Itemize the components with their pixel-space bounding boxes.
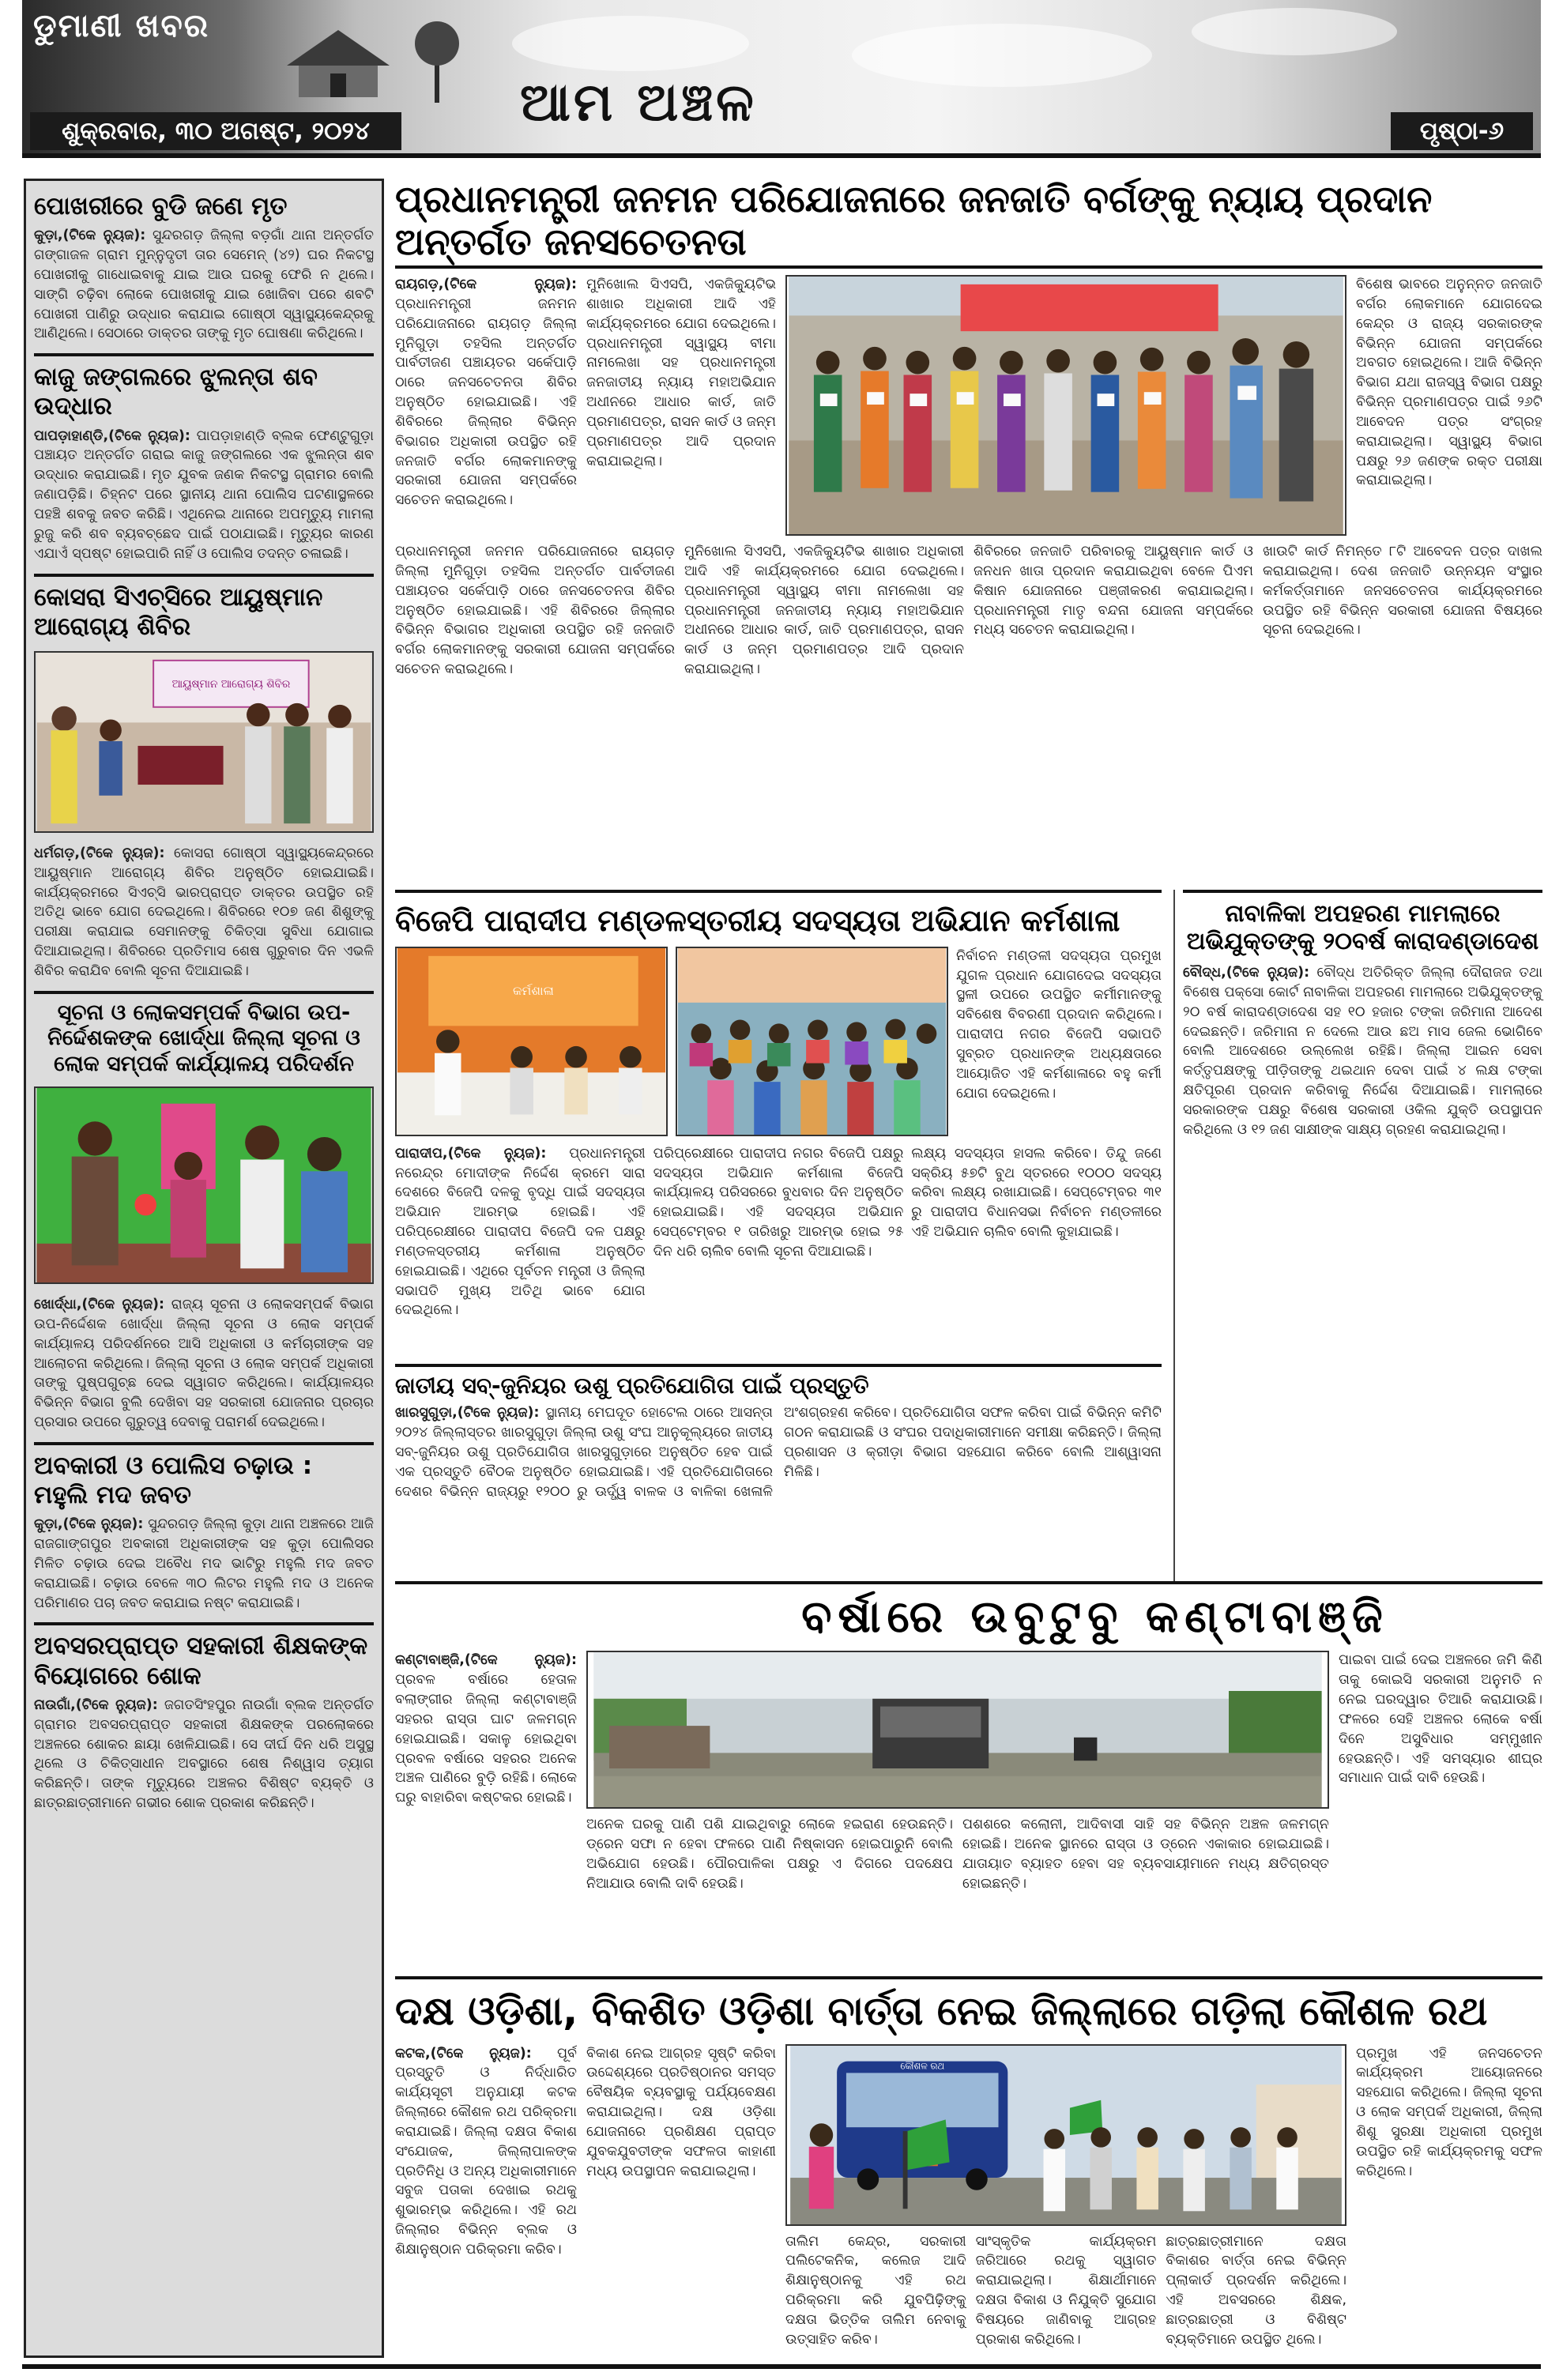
story-body xyxy=(34,844,374,981)
story-text: ମୁନିଖୋଲ ସିଏସପି, ଏକଜିକ୍ୟୁଟିଭ ଶାଖାର ଅଧିକାରୀ ଆଦି ଏହି କାର୍ଯ୍ୟକ୍ରମରେ ଯୋଗ ଦେଇଥିଲେ। ପ୍ରଧାନମନ୍ତ୍ରୀ ସ୍ୱାସ୍ଥ୍ୟ ବୀମା ନାମଲେଖା ସହ ପ୍ରଧାନମନ୍ତ୍ରୀ ଜନଜାତୀୟ ନ୍ୟାୟ ମହାଅଭିଯାନ ଅଧୀନରେ ଆଧାର କାର୍ଡ, ଜାତି ପ୍ରମାଣପତ୍ର, ରାସନ କାର୍ଡ ଓ ଜନ୍ମ ପ୍ରମାଣପତ୍ର ଆଦି ପ୍ରଦାନ କରାଯାଇଥିଲା। xyxy=(586,277,776,469)
main-content xyxy=(395,179,1542,2358)
story-text: ସୁନ୍ଦରଗଡ଼ ଜିଲ୍ଲା କୁଡ଼ା ଥାନା ଅଞ୍ଚଳରେ ଆଜି ରାଜଗାଙ୍ଗପୁର ଅବକାରୀ ଅଧିକାରୀଙ୍କ ସହ କୁଡ଼ା ପୋଲିସର ମିଳିତ ଚଢ଼ାଉ ଦେଇ ଅବୈଧ ମଦ ଭାଟିରୁ ମହୁଲି ମଦ ଜବତ କରାଯାଇଛି। ଚଢ଼ାଉ ବେଳେ ୩୦ ଲିଟର ମହୁଲି ମଦ ଓ ଅନେକ ପରିମାଣର ପଚା ଜବତ କରାଯାଇ ନଷ୍ଟ କରାଯାଇଛି। xyxy=(34,1516,374,1611)
village-hut-illustration xyxy=(283,22,394,101)
story-text: ଶିବିରରେ ଜନଜାତି ପରିବାରକୁ ଆୟୁଷ୍ମାନ କାର୍ଡ ଓ ଜନଧନ ଖାତା ପ୍ରଦାନ କରାଯାଇଥିବା ବେଳେ ପିଏମ କିଷାନ ଯୋଜନାରେ ପଞ୍ଜୀକରଣ କରାଯାଇଥିଲା। ପ୍ରଧାନମନ୍ତ୍ରୀ ମାତୃ ବନ୍ଦନା ଯୋଜନା ସମ୍ପର୍କରେ ମଧ୍ୟ ସଚେତନ କରାଯାଇଥିଲା। xyxy=(974,544,1253,638)
story-text: ବିଶେଷ ଭାବରେ ଅନୁନ୍ନତ ଜନଜାତି ବର୍ଗର ଲୋକମାନେ ଯୋଗଦେଇ କେନ୍ଦ୍ର ଓ ରାଜ୍ୟ ସରକାରଙ୍କ ବିଭିନ୍ନ ଯୋଜନା ସମ୍ପର୍କରେ ଅବଗତ ହୋଇଥିଲେ। ଆଜି ବିଭିନ୍ନ ବିଭାଗ ଯଥା ରାଜସ୍ୱ ବିଭାଗ ପକ୍ଷରୁ ବିଭିନ୍ନ ପ୍ରମାଣପତ୍ର ପାଇଁ ୨୬ଟି ଆବେଦନ ପତ୍ର ସଂଗ୍ରହ କରାଯାଇଥିଲା। ସ୍ୱାସ୍ଥ୍ୟ ବିଭାଗ ପକ୍ଷରୁ ୨୬ ଜଣଙ୍କ ରକ୍ତ ପରୀକ୍ଷା କରାଯାଇଥିଲା। xyxy=(1356,277,1542,489)
news-story xyxy=(395,1581,1542,1976)
story-text: ପ୍ରଧାନମନ୍ତ୍ରୀ ଜନମନ ପରିଯୋଜନାରେ ରାୟଗଡ଼ ଜିଲ୍ଲା ମୁନିଗୁଡ଼ା ତହସିଲ ଅନ୍ତର୍ଗତ ପାର୍ବତୀଜଣ ପଞ୍ଚାୟତର ସର୍କେପାଡ଼ି ଠାରେ ଜନସଚେତନତା ଶିବିର ଅନୁଷ୍ଠିତ ହୋଇଯାଇଛି। ଏହି ଶିବିରରେ ଜିଲ୍ଲାର ବିଭିନ୍ନ ବିଭାଗର ଅଧିକାରୀ ଉପସ୍ଥିତ ରହି ଜନଜାତି ବର୍ଗର ଲୋକମାନଙ୍କୁ ସରକାରୀ ଯୋଜନା ସମ୍ପର୍କରେ ସଚେତନ କରାଇଥିଲେ। xyxy=(395,296,577,509)
story-body xyxy=(395,1403,1162,1501)
story-body xyxy=(34,1515,374,1613)
divider xyxy=(34,991,374,994)
story-text: ସ୍ଥାନୀୟ ମେଘଦୂତ ହୋଟେଲ ଠାରେ ଆସନ୍ତା ୨୦୨୪ ଜିଲ୍ଲାସ୍ତର ଖାରସୁଗୁଡ଼ା ଜିଲ୍ଲା ଉଶୁ ସଂଘ ଆନୁକୂଲ୍ୟରେ ଜାତୀୟ ସବ୍-ଜୁନିୟର ଉଶୁ ପ୍ରତିଯୋଗିତା ଖାରସୁଗୁଡ଼ାରେ ଅନୁଷ୍ଠିତ ହେବ ପାଇଁ ଏକ ପ୍ରସ୍ତୁତି ବୈଠକ ଅନୁଷ୍ଠିତ ହୋଇଯାଇଛି। ଏହି ପ୍ରତିଯୋଗିତାରେ ଦେଶର ବିଭିନ୍ନ ରାଜ୍ୟରୁ ୧୨୦୦ ରୁ ଊର୍ଦ୍ଧ୍ୱ ବାଳକ ଓ ବାଳିକା ଖେଳାଳି ଅଂଶଗ୍ରହଣ କରିବେ। ପ୍ରତିଯୋଗିତା ସଫଳ କରିବା ପାଇଁ ବିଭିନ୍ନ କମିଟି ଗଠନ କରାଯାଇଛି ଓ ସଂଘର ପଦାଧିକାରୀମାନେ ସମୀକ୍ଷା କରିଛନ୍ତି। ଜିଲ୍ଲା ପ୍ରଶାସନ ଓ କ୍ରୀଡ଼ା ବିଭାଗ ସହଯୋଗ କରିବେ ବୋଲି ଆଶ୍ୱାସନା ମିଳିଛି। xyxy=(395,1405,1162,1500)
story-headline: ଅବକାରୀ ଓ ପୋଲିସ ଚଢ଼ାଉ : ମହୁଲି ମଦ ଜବତ xyxy=(34,1451,313,1510)
story-text: ଖାଉଟି କାର୍ଡ ନିମନ୍ତେ ୮ଟି ଆବେଦନ ପତ୍ର ଦାଖଲ କରାଯାଇଥିଲା। ଦେଶ ଜନଜାତି ଉନ୍ନୟନ ସଂସ୍ଥାର କର୍ମକର୍ତ୍ତାମାନେ ଜନସଚେତନତା କାର୍ଯ୍ୟକ୍ରମରେ ଉପସ୍ଥିତ ରହି ବିଭିନ୍ନ ସରକାରୀ ଯୋଜନା ବିଷୟରେ ସୂଚନା ଦେଇଥିଲେ। xyxy=(1263,544,1542,638)
story-text: ପଶଶରେ କଲୋନୀ, ଆଦିବାସୀ ସାହି ସହ ବିଭିନ୍ନ ଅଞ୍ଚଳ ଜଳମଗ୍ନ ହୋଇଛି। ଅନେକ ସ୍ଥାନରେ ରାସ୍ତା ଓ ଡ୍ରେନ ଏକାକାର ହୋଇଯାଇଛି। ଯାତାୟାତ ବ୍ୟାହତ ହେବା ସହ ବ୍ୟବସାୟୀମାନେ ମଧ୍ୟ କ୍ଷତିଗ୍ରସ୍ତ ହୋଇଛନ୍ତି। xyxy=(962,1817,1329,1892)
news-story xyxy=(34,363,374,563)
page-number: ପୃଷ୍ଠା-୬ xyxy=(1391,112,1533,150)
story-headline: ସୂଚନା ଓ ଲୋକସମ୍ପର୍କ ବିଭାଗ ଉପ-ନିର୍ଦ୍ଦେଶକଙ୍କ ଖୋର୍ଦ୍ଧା ଜିଲ୍ଲା ସୂଚନା ଓ ଲୋକ ସମ୍ପର୍କ କାର୍ଯ୍ୟାଳୟ ପରିଦର୍ଶନ xyxy=(47,1000,360,1076)
flooded-street-photo xyxy=(586,1651,1329,1809)
office-visit-photo xyxy=(34,1086,374,1284)
story-headline: ପୋଖରୀରେ ବୁଡି ଜଣେ ମୃତ xyxy=(34,192,288,220)
story-text: ପୂର୍ବ ପ୍ରସ୍ତୁତି ଓ ନିର୍ଦ୍ଧାରିତ କାର୍ଯ୍ୟସୂଚୀ ଅନୁଯାୟୀ କଟକ ଜିଲ୍ଲାରେ କୌଶଳ ରଥ ପରିକ୍ରମା କରାଯାଇଛି। ଜିଲ୍ଲା ଦକ୍ଷତା ବିକାଶ ସଂଯୋଜକ, ଜିଲ୍ଲାପାଳଙ୍କ ପ୍ରତିନିଧି ଓ ଅନ୍ୟ ଅଧିକାରୀମାନେ ସବୁଜ ପତାକା ଦେଖାଇ ରଥକୁ ଶୁଭାରମ୍ଭ କରିଥିଲେ। ଏହି ରଥ ଜିଲ୍ଲାର ବିଭିନ୍ନ ବ୍ଲକ ଓ ଶିକ୍ଷାନୁଷ୍ଠାନ ପରିକ୍ରମା କରିବ। xyxy=(395,2045,577,2258)
story-dateline: ଖୋର୍ଦ୍ଧା,(ଟିକେ ନ୍ୟୁଜ): xyxy=(34,1296,165,1312)
news-story xyxy=(395,1364,1162,1581)
story-text: ମୁନିଖୋଲ ସିଏସପି, ଏକଜିକ୍ୟୁଟିଭ ଶାଖାର ଅଧିକାରୀ ଆଦି ଏହି କାର୍ଯ୍ୟକ୍ରମରେ ଯୋଗ ଦେଇଥିଲେ। ପ୍ରଧାନମନ୍ତ୍ରୀ ସ୍ୱାସ୍ଥ୍ୟ ବୀମା ନାମଲେଖା ସହ ପ୍ରଧାନମନ୍ତ୍ରୀ ଜନଜାତୀୟ ନ୍ୟାୟ ମହାଅଭିଯାନ ଅଧୀନରେ ଆଧାର କାର୍ଡ, ଜାତି ପ୍ରମାଣପତ୍ର, ରାସନ କାର୍ଡ ଓ ଜନ୍ମ ପ୍ରମାଣପତ୍ର ଆଦି ପ୍ରଦାନ କରାଯାଇଥିଲା। xyxy=(684,544,964,678)
divider xyxy=(395,265,1542,269)
story-text: ପାଇବା ପାଇଁ ଦେଇ ଅଞ୍ଚଳରେ ଜମି କିଣି ତାକୁ କୋଇସି ସରକାରୀ ଅନୁମତି ନ ନେଇ ଘରଦ୍ୱାର ତିଆରି କରାଯାଉଛି। ଫଳରେ ସେହି ଅଞ୍ଚଳର ଲୋକେ ବର୍ଷା ଦିନେ ଅସୁବିଧାର ସମ୍ମୁଖୀନ ହେଉଛନ୍ତି। ଏହି ସମସ୍ୟାର ଶୀଘ୍ର ସମାଧାନ ପାଇଁ ଦାବି ହେଉଛି। xyxy=(1339,1652,1542,1787)
story-body xyxy=(395,1651,577,1808)
news-story xyxy=(34,1632,374,1813)
story-dateline: କୁଡ଼ା,(ଟିକେ ନ୍ୟୁଜ): xyxy=(34,228,146,244)
story-dateline: ଧର୍ମଗଡ଼,(ଟିକେ ନ୍ୟୁଜ): xyxy=(34,845,165,861)
story-body xyxy=(34,427,374,564)
workshop-photo-stage xyxy=(395,947,668,1136)
story-dateline: ପାପଡ଼ାହାଣ୍ଡି,(ଟିକେ ନ୍ୟୁଜ): xyxy=(34,427,190,444)
story-dateline: କୁଡ଼ା,(ଟିକେ ନ୍ୟୁଜ): xyxy=(34,1516,144,1533)
clinic-banner-text: ଆୟୁଷ୍ମାନ ଆରୋଗ୍ୟ ଶିବିର xyxy=(171,678,291,691)
news-story xyxy=(395,1976,1542,2356)
story-headline: ଜାତୀୟ ସବ୍-ଜୁନିୟର ଉଶୁ ପ୍ରତିଯୋଗିତା ପାଇଁ ପ୍ରସ୍ତୁତି xyxy=(395,1373,869,1399)
story-body xyxy=(34,1696,374,1813)
story-text: ଛାତ୍ରଛାତ୍ରୀମାନେ ଦକ୍ଷତା ବିକାଶର ବାର୍ତ୍ତା ନେଇ ବିଭିନ୍ନ ପ୍ଲାକାର୍ଡ ପ୍ରଦର୍ଶନ କରିଥିଲେ। ଏହି ଅବସରରେ ଶିକ୍ଷକ, ଛାତ୍ରଛାତ୍ରୀ ଓ ବିଶିଷ୍ଟ ବ୍ୟକ୍ତିମାନେ ଉପସ୍ଥିତ ଥିଲେ। xyxy=(1166,2233,1347,2348)
story-dateline: ବୌଦ୍ଧ,(ଟିକେ ନ୍ୟୁଜ): xyxy=(1183,965,1310,981)
story-text: ଲକ୍ଷ୍ୟ ସଦସ୍ୟତା ହାସଲ କରିବେ। ତିନ୍ଦୁ ଜଣେ ସକ୍ରିୟ ୫୭ଟି ବୁଥ ସ୍ତରରେ ୧୦୦୦ ସଦସ୍ୟ କରିବା ଲକ୍ଷ୍ୟ ରଖାଯାଇଛି। ସେପ୍ଟେମ୍ବର ୩୧ ରୁ ପାରାଦୀପ ବିଧାନସଭା ନିର୍ବାଚନ ମଣ୍ଡଳୀରେ ଏହି ଅଭିଯାନ ଚାଲିବ ବୋଲି କୁହାଯାଇଛି। xyxy=(911,1145,1162,1241)
story-text: ପରିପ୍ରେକ୍ଷୀରେ ପାରାଦୀପ ନଗର ବିଜେପି ପକ୍ଷରୁ ସଦସ୍ୟତା ଅଭିଯାନ କର୍ମଶାଳା ବିଜେପି କାର୍ଯ୍ୟାଳୟ ପରିସରରେ ବୁଧବାର ଦିନ ଅନୁଷ୍ଠିତ ହୋଇଯାଇଛି। ଏହି ସଦସ୍ୟତା ଅଭିଯାନ ସେପ୍ଟେମ୍ବର ୧ ତାରିଖରୁ ଆରମ୍ଭ ହୋଇ ୨୫ ଦିନ ଧରି ଚାଲିବ ବୋଲି ସୂଚନା ଦିଆଯାଇଛି। xyxy=(653,1145,904,1260)
story-body xyxy=(395,275,577,510)
story-dateline: ପାରାଦୀପ,(ଟିକେ ନ୍ୟୁଜ): xyxy=(395,1145,547,1162)
story-headline: ବର୍ଷାରେ ଉବୁଟୁବୁ କଣ୍ଟାବାଞ୍ଜି xyxy=(801,1591,1389,1643)
bus-banner-text: କୌଶଳ ରଥ xyxy=(900,2059,945,2071)
news-story xyxy=(395,890,1162,1364)
story-text: ସାଂସ୍କୃତିକ କାର୍ଯ୍ୟକ୍ରମ ଜରିଆରେ ରଥକୁ ସ୍ୱାଗତ କରାଯାଇଥିଲା। ଶିକ୍ଷାର୍ଥୀମାନେ ଦକ୍ଷତା ବିକାଶ ଓ ନିଯୁକ୍ତି ସୁଯୋଗ ବିଷୟରେ ଜାଣିବାକୁ ଆଗ୍ରହ ପ୍ରକାଶ କରିଥିଲେ। xyxy=(975,2233,1157,2348)
kaushal-rath-photo xyxy=(785,2044,1346,2226)
news-story xyxy=(34,583,374,981)
story-body xyxy=(1183,963,1542,1140)
story-headline: ବିଜେପି ପାରାଦୀପ ମଣ୍ଡଳସ୍ତରୀୟ ସଦସ୍ୟତା ଅଭିଯାନ କର୍ମଶାଳା xyxy=(395,903,1120,938)
story-text: ନିର୍ବାଚନ ମଣ୍ଡଳୀ ସଦସ୍ୟତା ପ୍ରମୁଖ ଯୁଗଳ ପ୍ରଧାନ ଯୋଗଦେଇ ସଦସ୍ୟତା ସ୍ଥଳୀ ଉପରେ ଉପସ୍ଥିତ କର୍ମୀମାନଙ୍କୁ ସବିଶେଷ ବିବରଣୀ ପ୍ରଦାନ କରିଥିଲେ। ପାରାଦୀପ ନଗର ବିଜେପି ସଭାପତି ସୁବ୍ରତ ପ୍ରଧାନଙ୍କ ଅଧ୍ୟକ୍ଷତାରେ ଆୟୋଜିତ ଏହି କର୍ମଶାଳାରେ ବହୁ କର୍ମୀ ଯୋଗ ଦେଇଥିଲେ। xyxy=(956,947,1162,1102)
story-text: ପାପଡ଼ାହାଣ୍ଡି ବ୍ଲକ ଫେଣ୍ଟୁଗୁଡ଼ା ପଞ୍ଚାୟତ ଅନ୍ତର୍ଗତ ଗରାଇ କାଜୁ ଜଙ୍ଗଲରେ ଏକ ଝୁଲନ୍ତା ଶବ ଉଦ୍ଧାର କରାଯାଇଛି। ମୃତ ଯୁବକ ଜଣକ ନିକଟସ୍ଥ ଗ୍ରାମର ବୋଲି ଜଣାପଡ଼ିଛି। ଚିହ୍ନଟ ପରେ ସ୍ଥାନୀୟ ଥାନା ପୋଲିସ ଘଟଣାସ୍ଥଳରେ ପହଞ୍ଚି ଶବକୁ ଜବତ କରିଛି। ଏଥିନେଇ ଥାନାରେ ଅପମୃତ୍ୟୁ ମାମଲା ରୁଜୁ କରି ଶବ ବ୍ୟବଚ୍ଛେଦ ପାଇଁ ପଠାଯାଇଛି। ମୃତ୍ୟୁର କାରଣ ଏଯାଏଁ ସ୍ପଷ୍ଟ ହୋଇପାରି ନାହିଁ ଓ ପୋଲିସ ତଦନ୍ତ ଚଳାଇଛି। xyxy=(34,427,374,562)
story-body xyxy=(34,1295,374,1433)
story-dateline: ନାଉଗାଁ,(ଟିକେ ନ୍ୟୁଜ): xyxy=(34,1697,158,1713)
divider xyxy=(34,1622,374,1625)
story-headline: କୋସରା ସିଏଚ୍‌ସିରେ ଆୟୁଷ୍ମାନ ଆରୋଗ୍ୟ ଶିବିର xyxy=(34,582,323,641)
story-text: ପ୍ରଧାନମନ୍ତ୍ରୀ ନରେନ୍ଦ୍ର ମୋଦୀଙ୍କ ନିର୍ଦ୍ଦେଶ କ୍ରମେ ସାରା ଦେଶରେ ବିଜେପି ଦଳକୁ ବୃଦ୍ଧି ପାଇଁ ସଦସ୍ୟତା ଅଭିଯାନ ଆରମ୍ଭ ହୋଇଛି। ଏହି ପରିପ୍ରେକ୍ଷୀରେ ପାରାଦୀପ ବିଜେପି ଦଳ ପକ୍ଷରୁ ମଣ୍ଡଳସ୍ତରୀୟ କର୍ମଶାଳା ଅନୁଷ୍ଠିତ ହୋଇଯାଇଛି। ଏଥିରେ ପୂର୍ବତନ ମନ୍ତ୍ରୀ ଓ ଜିଲ୍ଲା ସଭାପତି ମୁଖ୍ୟ ଅତିଥି ଭାବେ ଯୋଗ ଦେଇଥିଲେ। xyxy=(395,1145,646,1319)
story-body xyxy=(395,1144,646,1321)
section-title: ଆମ ଅଞ୍ଚଳ xyxy=(520,71,757,133)
health-camp-photo xyxy=(34,651,374,833)
story-headline: ନାବାଳିକା ଅପହରଣ ମାମଲାରେ ଅଭିଯୁକ୍ତଙ୍କୁ ୨୦ବର୍ଷ କାରାଦଣ୍ଡାଦେଶ xyxy=(1186,900,1539,955)
bjp-banner-text: କର୍ମଶାଳା xyxy=(512,982,554,998)
sidebar-column xyxy=(24,179,384,2358)
masthead xyxy=(22,0,1541,158)
story-headline: କାଜୁ ଜଙ୍ଗଲରେ ଝୁଲନ୍ତା ଶବ ଉଦ୍ଧାର xyxy=(34,363,318,421)
awareness-camp-photo xyxy=(785,275,1346,536)
story-body xyxy=(34,226,374,344)
divider xyxy=(34,1442,374,1445)
story-text: ବିକାଶ ନେଇ ଆଗ୍ରହ ସୃଷ୍ଟି କରିବା ଉଦ୍ଦେଶ୍ୟରେ ପ୍ରତିଷ୍ଠାନର ସମସ୍ତ ବୈଷୟିକ ବ୍ୟବସ୍ଥାକୁ ପର୍ଯ୍ୟବେକ୍ଷଣ କରାଯାଇଥିଲା। ଦକ୍ଷ ଓଡ଼ିଶା ଯୋଜନାରେ ପ୍ରଶିକ୍ଷଣ ପ୍ରାପ୍ତ ଯୁବକଯୁବତୀଙ୍କ ସଫଳତା କାହାଣୀ ମଧ୍ୟ ଉପସ୍ଥାପନ କରାଯାଇଥିଲା। xyxy=(586,2045,776,2179)
story-body xyxy=(395,2044,577,2260)
story-headline: ଦକ୍ଷ ଓଡ଼ିଶା, ବିକଶିତ ଓଡ଼ିଶା ବାର୍ତ୍ତା ନେଇ ଜିଲ୍ଲାରେ ଗଡ଼ିଲା କୌଶଳ ରଥ xyxy=(395,1988,1488,2034)
story-text: ତାଲିମ କେନ୍ଦ୍ର, ସରକାରୀ ପଲିଟେକନିକ, କଲେଜ ଆଦି ଶିକ୍ଷାନୁଷ୍ଠାନକୁ ଏହି ରଥ ପରିକ୍ରମା କରି ଯୁବପିଢ଼ିଙ୍କୁ ଦକ୍ଷତା ଭିତ୍ତିକ ତାଲିମ ନେବାକୁ ଉତ୍ସାହିତ କରିବ। xyxy=(785,2233,966,2348)
lead-story xyxy=(395,179,1542,890)
story-text: ରାଜ୍ୟ ସୂଚନା ଓ ଲୋକସମ୍ପର୍କ ବିଭାଗ ଉପ-ନିର୍ଦ୍ଦେଶକ ଖୋର୍ଦ୍ଧା ଜିଲ୍ଲା ସୂଚନା ଓ ଲୋକ ସମ୍ପର୍କ କାର୍ଯ୍ୟାଳୟ ପରିଦର୍ଶନରେ ଆସି ଅଧିକାରୀ ଓ କର୍ମଚାରୀଙ୍କ ସହ ଆଲୋଚନା କରିଥିଲେ। ଜିଲ୍ଲା ସୂଚନା ଓ ଲୋକ ସମ୍ପର୍କ ଅଧିକାରୀ ତାଙ୍କୁ ପୁଷ୍ପଗୁଚ୍ଛ ଦେଇ ସ୍ୱାଗତ କରିଥିଲେ। କାର୍ଯ୍ୟାଳୟର ବିଭିନ୍ନ ବିଭାଗ ବୁଲି ଦେଖିବା ସହ ସରକାରୀ ଯୋଜନାର ପ୍ରଚାର ପ୍ରସାର ଉପରେ ଗୁରୁତ୍ୱ ଦେବାକୁ ପରାମର୍ଶ ଦେଇଥିଲେ। xyxy=(34,1296,374,1431)
divider xyxy=(34,574,374,577)
divider xyxy=(34,353,374,356)
news-story xyxy=(34,192,374,344)
story-text: ବୌଦ୍ଧ ଅତିରିକ୍ତ ଜିଲ୍ଲା ଦୌରାଜଜ ତଥା ବିଶେଷ ପକ୍ସୋ କୋର୍ଟ ନାବାଳିକା ଅପହରଣ ମାମଲାରେ ଅଭିଯୁକ୍ତଙ୍କୁ ୨୦ ବର୍ଷ କାରାଦଣ୍ଡାଦେଶ ସହ ୧୦ ହଜାର ଟଙ୍କା ଜରିମାନା ଆଦେଶ ଦେଇଛନ୍ତି। ଜରିମାନା ନ ଦେଲେ ଆଉ ଛଅ ମାସ ଜେଲ ଭୋଗିବେ ବୋଲି ଆଦେଶରେ ଉଲ୍ଲେଖ ରହିଛି। ଜିଲ୍ଲା ଆଇନ ସେବା କର୍ତ୍ତୃପକ୍ଷଙ୍କୁ ପୀଡ଼ିତାଙ୍କୁ ଥଇଥାନ ଦେବା ପାଇଁ ୪ ଲକ୍ଷ ଟଙ୍କା କ୍ଷତିପୂରଣ ପ୍ରଦାନ କରିବାକୁ ନିର୍ଦ୍ଦେଶ ଦିଆଯାଇଛି। ମାମଲାରେ ସରକାରଙ୍କ ପକ୍ଷରୁ ବିଶେଷ ସରକାରୀ ଓକିଲ ଯୁକ୍ତି ଉପସ୍ଥାପନ କରିଥିଲେ ଓ ୧୨ ଜଣ ସାକ୍ଷୀଙ୍କ ସାକ୍ଷ୍ୟ ଗ୍ରହଣ କରାଯାଇଥିଲା। xyxy=(1183,965,1542,1138)
issue-date: ଶୁକ୍ରବାର, ୩୦ ଅଗଷ୍ଟ, ୨୦୨୪ xyxy=(30,112,401,150)
story-dateline: ରାୟଗଡ଼,(ଟିକେ ନ୍ୟୁଜ): xyxy=(395,277,577,292)
story-text: ପ୍ରମୁଖ ଏହି ଜନସଚେତନ କାର୍ଯ୍ୟକ୍ରମ ଆୟୋଜନରେ ସହଯୋଗ କରିଥିଲେ। ଜିଲ୍ଲା ସୂଚନା ଓ ଲୋକ ସମ୍ପର୍କ ଅଧିକାରୀ, ଜିଲ୍ଲା ଶିଶୁ ସୁରକ୍ଷା ଅଧିକାରୀ ପ୍ରମୁଖ ଉପସ୍ଥିତ ରହି କାର୍ଯ୍ୟକ୍ରମକୁ ସଫଳ କରିଥିଲେ। xyxy=(1356,2045,1542,2179)
story-headline: ଅବସରପ୍ରାପ୍ତ ସହକାରୀ ଶିକ୍ଷକଙ୍କ ବିୟୋଗରେ ଶୋକ xyxy=(34,1632,368,1690)
tree-illustration xyxy=(409,16,465,103)
news-story xyxy=(34,1000,374,1433)
workshop-photo-audience xyxy=(676,947,948,1136)
story-dateline: କଣ୍ଟାବାଞ୍ଜି,(ଟିକେ ନ୍ୟୁଜ): xyxy=(395,1652,577,1669)
story-text: ଅନେକ ଘରକୁ ପାଣି ପଶି ଯାଇଥିବାରୁ ଲୋକେ ହଇରାଣ ହେଉଛନ୍ତି। ଡ୍ରେନ ସଫା ନ ହେବା ଫଳରେ ପାଣି ନିଷ୍କାସନ ହୋଇପାରୁନି ବୋଲି ଅଭିଯୋଗ ହେଉଛି। ପୌରପାଳିକା ପକ୍ଷରୁ ଏ ଦିଗରେ ପଦକ୍ଷେପ ନିଆଯାଉ ବୋଲି ଦାବି ହେଉଛି। xyxy=(586,1817,953,1892)
news-story xyxy=(34,1452,374,1614)
story-dateline: କଟକ,(ଟିକେ ନ୍ୟୁଜ): xyxy=(395,2045,532,2062)
story-text: ପ୍ରବଳ ବର୍ଷାରେ ହେତାଳ ବଲାଙ୍ଗୀର ଜିଲ୍ଲା କଣ୍ଟାବାଞ୍ଜି ସହରର ରାସ୍ତା ଘାଟ ଜଳମଗ୍ନ ହୋଇଯାଇଛି। ସକାଳୁ ହୋଇଥିବା ପ୍ରବଳ ବର୍ଷାରେ ସହରର ଅନେକ ଅଞ୍ଚଳ ପାଣିରେ ବୁଡ଼ି ରହିଛି। ଲୋକେ ଘରୁ ବାହାରିବା କଷ୍ଟକର ହୋଇଛି। xyxy=(395,1672,577,1806)
story-dateline: ଖାରସୁଗୁଡ଼ା,(ଟିକେ ନ୍ୟୁଜ): xyxy=(395,1405,540,1422)
story-text: କୋସରା ଗୋଷ୍ଠୀ ସ୍ୱାସ୍ଥ୍ୟକେନ୍ଦ୍ରରେ ଆୟୁଷ୍ମାନ ଆରୋଗ୍ୟ ଶିବିର ଅନୁଷ୍ଠିତ ହୋଇଯାଇଛି। କାର୍ଯ୍ୟକ୍ରମରେ ସିଏଚ୍‌ସି ଭାରପ୍ରାପ୍ତ ଡାକ୍ତର ଉପସ୍ଥିତ ରହି ଅତିଥି ଭାବେ ଯୋଗ ଦେଇଥିଲେ। ଶିବିରରେ ୧୦୭ ଜଣ ଶିଶୁଙ୍କୁ ପରୀକ୍ଷା କରାଯାଇ ସେମାନଙ୍କୁ ଚିକିତ୍ସା ସୁବିଧା ଯୋଗାଇ ଦିଆଯାଇଥିଲା। ଶିବିରରେ ପ୍ରତିମାସ ଶେଷ ଗୁରୁବାର ଦିନ ଏଭଳି ଶିବିର କରାଯିବ ବୋଲି ସୂଚନା ଦିଆଯାଇଛି। xyxy=(34,845,374,979)
footer-rule xyxy=(22,2364,1541,2369)
news-story xyxy=(1173,890,1542,1581)
newspaper-brand: ଡୁମାଣୀ ଖବର xyxy=(33,8,210,44)
story-headline: ପ୍ରଧାନମନ୍ତ୍ରୀ ଜନମନ ପରିଯୋଜନାରେ ଜନଜାତି ବର୍ଗଙ୍କୁ ନ୍ୟାୟ ପ୍ରଦାନ ଅନ୍ତର୍ଗତ ଜନସଚେତନତା xyxy=(395,178,1433,265)
story-text: ପ୍ରଧାନମନ୍ତ୍ରୀ ଜନମନ ପରିଯୋଜନାରେ ରାୟଗଡ଼ ଜିଲ୍ଲା ମୁନିଗୁଡ଼ା ତହସିଲ ଅନ୍ତର୍ଗତ ପାର୍ବତୀଜଣ ପଞ୍ଚାୟତର ସର୍କେପାଡ଼ି ଠାରେ ଜନସଚେତନତା ଶିବିର ଅନୁଷ୍ଠିତ ହୋଇଯାଇଛି। ଏହି ଶିବିରରେ ଜିଲ୍ଲାର ବିଭିନ୍ନ ବିଭାଗର ଅଧିକାରୀ ଉପସ୍ଥିତ ରହି ଜନଜାତି ବର୍ଗର ଲୋକମାନଙ୍କୁ ସରକାରୀ ଯୋଜନା ସମ୍ପର୍କରେ ସଚେତନ କରାଇଥିଲେ। xyxy=(395,544,675,678)
story-text: ଜଗତସିଂହପୁର ନାଉଗାଁ ବ୍ଲକ ଅନ୍ତର୍ଗତ ଗ୍ରାମର ଅବସରପ୍ରାପ୍ତ ସହକାରୀ ଶିକ୍ଷକଙ୍କ ପରଲୋକରେ ଅଞ୍ଚଳରେ ଶୋକର ଛାୟା ଖେଳିଯାଇଛି। ସେ ଦୀର୍ଘ ଦିନ ଧରି ଅସୁସ୍ଥ ଥିଲେ ଓ ଚିକିତ୍ସାଧୀନ ଅବସ୍ଥାରେ ଶେଷ ନିଶ୍ୱାସ ତ୍ୟାଗ କରିଛନ୍ତି। ତାଙ୍କ ମୃତ୍ୟୁରେ ଅଞ୍ଚଳର ବିଶିଷ୍ଟ ବ୍ୟକ୍ତି ଓ ଛାତ୍ରଛାତ୍ରୀମାନେ ଗଭୀର ଶୋକ ପ୍ରକାଶ କରିଛନ୍ତି। xyxy=(34,1697,374,1812)
story-text: ସୁନ୍ଦରଗଡ଼ ଜିଲ୍ଲା ବଡ଼ଗାଁ ଥାନା ଅନ୍ତର୍ଗତ ଗଙ୍ଗାଜଳ ଗ୍ରାମ ମୁନ୍ନୁଦୃତୀ ତାର ସେମେନ୍ (୪୨) ଘର ନିକଟସ୍ଥ ପୋଖରୀକୁ ଗାଧୋଇବାକୁ ଯାଇ ଆଉ ଘରକୁ ଫେରି ନ ଥିଲେ। ସାଙ୍ଗି ଚଢ଼ିବା ଲୋକେ ପୋଖରୀକୁ ଯାଇ ଖୋଜିବା ପରେ ଶବଟି ପୋଖରୀ ପାଣିରୁ ଉଦ୍ଧାର କରାଯାଇ ଗୋଷ୍ଠୀ ସ୍ୱାସ୍ଥ୍ୟକେନ୍ଦ୍ରକୁ ଆଣିଥିଲେ। ସେଠାରେ ଡାକ୍ତର ତାଙ୍କୁ ମୃତ ଘୋଷଣା କରିଥିଲେ। xyxy=(34,228,374,342)
